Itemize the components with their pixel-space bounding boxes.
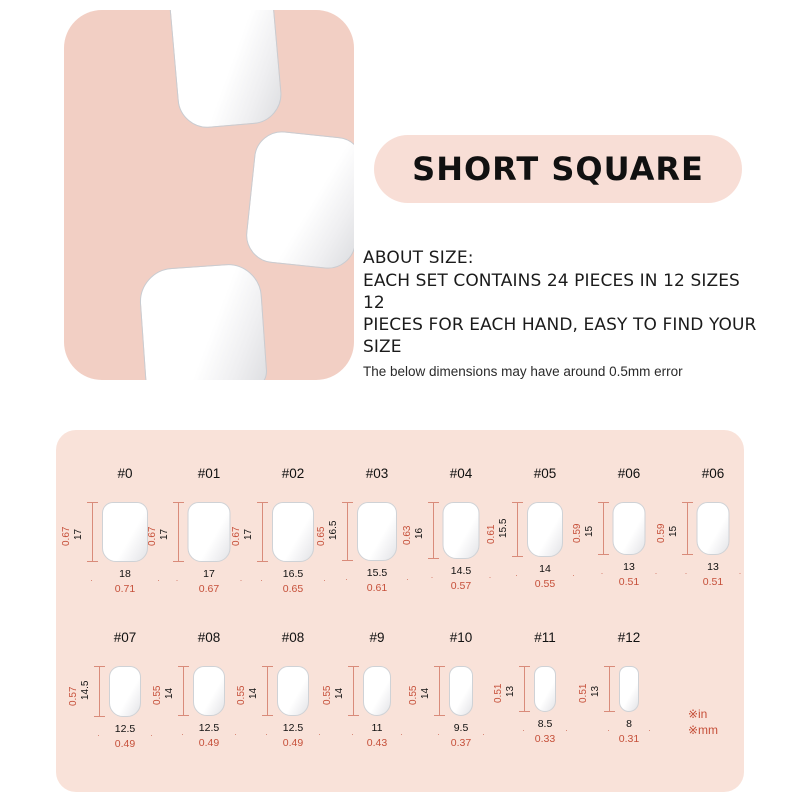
width-inch: 0.37 xyxy=(450,737,472,749)
width-mm: 14.5 xyxy=(432,565,491,577)
nail-shape xyxy=(443,502,480,559)
height-mm: 14 xyxy=(334,687,345,699)
nail-sample-3 xyxy=(138,262,269,380)
width-inch: 0.61 xyxy=(366,582,388,594)
about-size-line-1: EACH SET CONTAINS 24 PIECES IN 12 SIZES 12 xyxy=(363,271,740,313)
size-cell[interactable] xyxy=(655,466,756,626)
nail-sample-1 xyxy=(168,10,284,130)
nail-shape xyxy=(363,666,391,716)
width-inch: 0.57 xyxy=(450,580,472,592)
width-dimension xyxy=(432,567,491,593)
height-mm: 17 xyxy=(243,528,254,540)
height-inch: 0.51 xyxy=(578,683,589,703)
nail-shape xyxy=(188,502,231,562)
height-mm: 13 xyxy=(505,685,516,697)
width-mm: 12.5 xyxy=(266,722,320,734)
height-inch: 0.55 xyxy=(236,685,247,705)
height-mm: 14 xyxy=(164,687,175,699)
size-label: #02 xyxy=(281,466,305,481)
width-mm: 16.5 xyxy=(261,568,325,580)
unit-inch: ※in xyxy=(687,707,708,721)
width-dimension xyxy=(177,570,242,596)
size-cell[interactable] xyxy=(152,630,252,790)
width-inch: 0.65 xyxy=(282,583,304,595)
size-cell[interactable] xyxy=(486,466,588,626)
about-size-note: The below dimensions may have around 0.5mm error xyxy=(363,364,683,379)
width-inch: 0.51 xyxy=(702,576,724,588)
width-dimension xyxy=(261,570,325,596)
nail-shape xyxy=(272,502,314,562)
title-banner xyxy=(374,135,742,203)
size-label: #07 xyxy=(113,630,137,645)
size-label: #05 xyxy=(533,466,557,481)
units-legend xyxy=(688,706,718,738)
width-dimension xyxy=(686,563,741,589)
height-inch: 0.55 xyxy=(408,685,419,705)
nail-shape xyxy=(697,502,730,555)
nail-shape xyxy=(613,502,646,555)
height-inch: 0.59 xyxy=(655,523,667,543)
size-cell[interactable] xyxy=(61,466,168,626)
size-label: #03 xyxy=(365,466,389,481)
nail-sample-2 xyxy=(243,129,354,272)
width-dimension xyxy=(266,724,320,750)
width-dimension xyxy=(352,724,402,750)
width-inch: 0.31 xyxy=(618,733,640,745)
width-inch: 0.55 xyxy=(534,578,556,590)
height-mm: 16.5 xyxy=(328,520,339,540)
width-inch: 0.71 xyxy=(114,583,136,595)
width-mm: 8 xyxy=(608,718,650,730)
height-inch: 0.55 xyxy=(152,685,163,705)
size-cell[interactable] xyxy=(322,630,420,790)
height-mm: 15 xyxy=(667,525,679,537)
width-dimension xyxy=(182,724,236,750)
height-inch: 0.59 xyxy=(571,523,583,543)
size-label: #11 xyxy=(534,630,556,645)
size-label: #08 xyxy=(197,630,221,645)
size-cell[interactable] xyxy=(146,466,252,626)
width-mm: 14 xyxy=(516,563,574,575)
width-inch: 0.43 xyxy=(366,737,388,749)
width-inch: 0.67 xyxy=(198,583,220,595)
size-chart-panel xyxy=(56,430,744,792)
size-label: #06 xyxy=(701,466,725,481)
width-mm: 15.5 xyxy=(346,567,408,579)
size-label: #08 xyxy=(281,630,305,645)
size-cell[interactable] xyxy=(231,466,336,626)
height-mm: 14 xyxy=(420,687,431,699)
width-dimension xyxy=(346,569,408,595)
width-mm: 17 xyxy=(177,568,242,580)
page-title: SHORT SQUARE xyxy=(412,150,704,188)
width-dimension xyxy=(516,565,574,591)
width-inch: 0.49 xyxy=(282,737,304,749)
size-cell[interactable] xyxy=(578,630,672,790)
width-inch: 0.49 xyxy=(198,737,220,749)
product-photo-card xyxy=(64,10,354,380)
size-cell[interactable] xyxy=(408,630,504,790)
height-inch: 0.55 xyxy=(322,685,333,705)
size-label: #0 xyxy=(117,466,133,481)
nail-shape xyxy=(102,502,148,562)
size-label: #06 xyxy=(617,466,641,481)
height-inch: 0.67 xyxy=(231,526,242,546)
about-size-block xyxy=(363,248,763,379)
height-inch: 0.67 xyxy=(146,526,158,546)
height-inch: 0.65 xyxy=(316,526,327,546)
width-dimension xyxy=(608,720,650,746)
height-inch: 0.51 xyxy=(493,683,504,703)
size-cell[interactable] xyxy=(68,630,168,790)
width-dimension xyxy=(438,724,484,750)
nail-shape xyxy=(619,666,639,712)
height-inch: 0.67 xyxy=(61,526,72,546)
size-cell[interactable] xyxy=(401,466,504,626)
nail-shape xyxy=(109,666,141,717)
width-mm: 12.5 xyxy=(182,722,236,734)
width-mm: 13 xyxy=(602,561,657,573)
nail-shape xyxy=(449,666,473,716)
size-label: #9 xyxy=(369,630,385,645)
width-mm: 11 xyxy=(352,722,402,734)
height-mm: 15 xyxy=(583,525,595,537)
width-mm: 13 xyxy=(686,561,741,573)
height-inch: 0.63 xyxy=(401,525,413,545)
height-inch: 0.57 xyxy=(68,686,79,706)
size-cell[interactable] xyxy=(236,630,336,790)
height-mm: 17 xyxy=(158,528,170,540)
size-label: #04 xyxy=(449,466,473,481)
nail-shape xyxy=(527,502,563,557)
width-dimension xyxy=(98,725,152,751)
nail-shape xyxy=(357,502,397,561)
size-label: #12 xyxy=(617,630,641,645)
size-cell[interactable] xyxy=(493,630,588,790)
width-mm: 18 xyxy=(91,568,159,580)
nail-shape xyxy=(193,666,225,716)
height-inch: 0.61 xyxy=(486,524,497,544)
width-inch: 0.51 xyxy=(618,576,640,588)
nail-shape xyxy=(277,666,309,716)
height-mm: 15.5 xyxy=(498,518,509,538)
width-dimension xyxy=(523,720,567,746)
nail-shape xyxy=(534,666,556,712)
width-dimension xyxy=(602,563,657,589)
unit-mm: ※mm xyxy=(687,723,718,737)
size-cell[interactable] xyxy=(571,466,672,626)
width-mm: 8.5 xyxy=(523,718,567,730)
width-dimension xyxy=(91,570,159,596)
height-mm: 14 xyxy=(248,687,259,699)
height-mm: 13 xyxy=(590,685,601,697)
height-mm: 16 xyxy=(413,527,425,539)
size-cell[interactable] xyxy=(316,466,420,626)
size-label: #10 xyxy=(449,630,473,645)
about-size-label: ABOUT SIZE: xyxy=(363,248,474,268)
size-label: #01 xyxy=(197,466,221,481)
height-mm: 14.5 xyxy=(80,680,91,700)
height-mm: 17 xyxy=(73,528,84,540)
width-mm: 9.5 xyxy=(438,722,484,734)
width-inch: 0.33 xyxy=(534,733,556,745)
about-size-line-2: PIECES FOR EACH HAND, EASY TO FIND YOUR SIZE xyxy=(363,315,757,357)
width-inch: 0.49 xyxy=(114,738,136,750)
width-mm: 12.5 xyxy=(98,723,152,735)
